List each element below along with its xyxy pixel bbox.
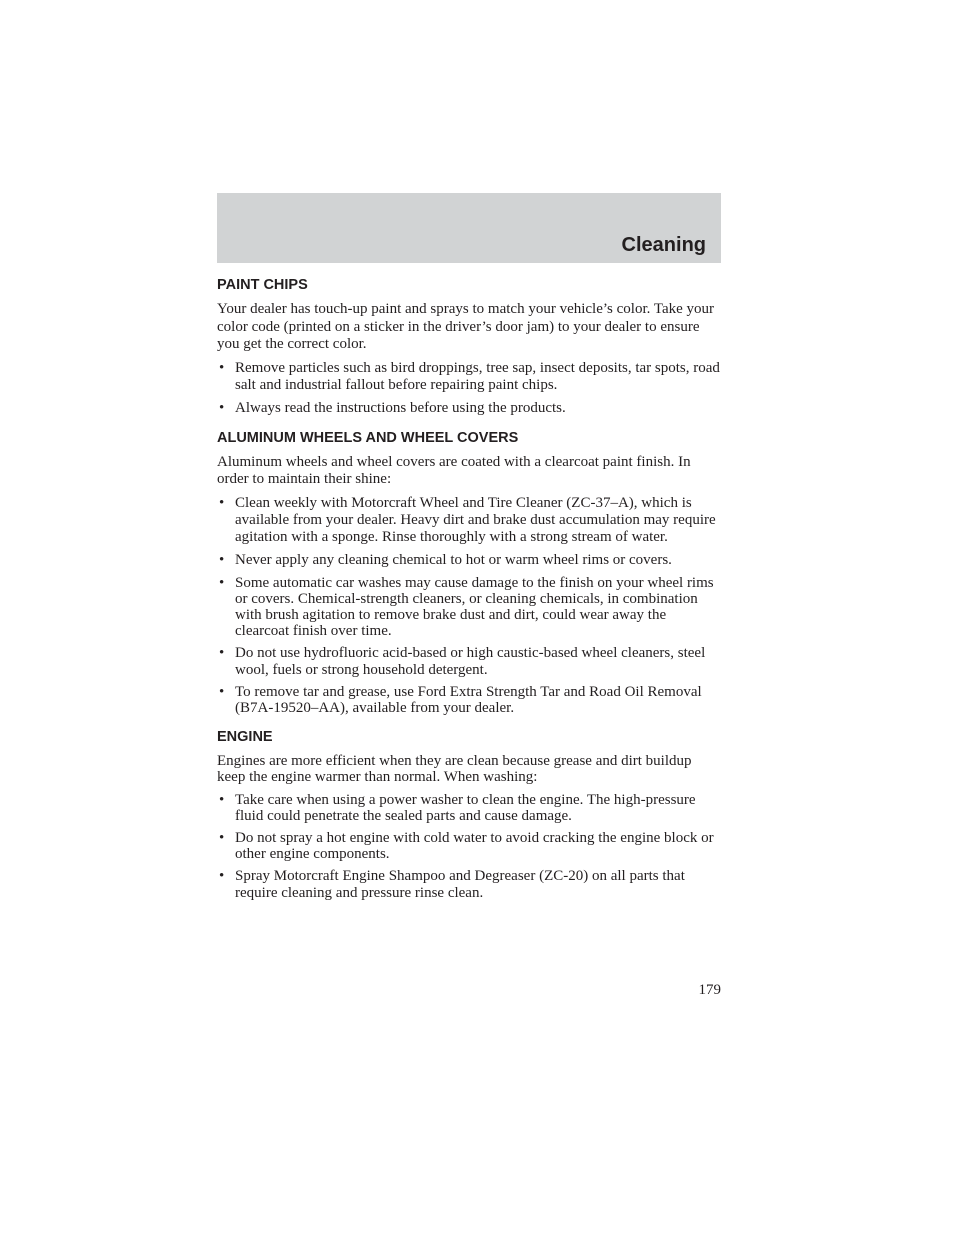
chapter-header-band — [217, 193, 721, 263]
bullet-icon: • — [219, 399, 225, 416]
section-intro: Your dealer has touch-up paint and sprays to match your vehicle’s color. Take your color code (printed on a sticker in the driver’s door jam) to your dealer to ensure you get the correct color. — [217, 301, 715, 352]
section-intro: Aluminum wheels and wheel covers are coated with a clearcoat paint finish. In order to maintain their shine: — [217, 453, 691, 487]
section-engine — [217, 728, 721, 901]
bullet-item — [217, 360, 721, 394]
bullet-text: Always read the instructions before using the products. — [235, 399, 566, 416]
bullet-item — [217, 575, 721, 640]
bullet-item — [217, 645, 721, 677]
bullet-item — [217, 552, 721, 569]
section-intro: Engines are more efficient when they are clean because grease and dirt buildup keep the engine warmer than normal. When washing: — [217, 753, 692, 786]
bullet-item — [217, 495, 721, 546]
section-paint-chips — [217, 276, 721, 417]
bullet-text: Take care when using a power washer to clean the engine. The high-pressure fluid could penetrate the sealed parts and cause damage. — [235, 791, 696, 824]
section-heading: ENGINE — [217, 729, 273, 746]
bullet-icon: • — [219, 551, 225, 568]
bullet-icon: • — [219, 359, 225, 376]
bullet-list — [217, 360, 721, 417]
chapter-title: Cleaning — [621, 234, 706, 256]
bullet-text: Do not use hydrofluoric acid-based or high caustic-based wheel cleaners, steel wool, fuels or strong household detergent. — [235, 645, 706, 678]
bullet-text: Never apply any cleaning chemical to hot or warm wheel rims or covers. — [235, 551, 672, 568]
bullet-text: To remove tar and grease, use Ford Extra Strength Tar and Road Oil Removal (B7A-19520–AA), available from your dealer. — [235, 683, 702, 716]
bullet-icon: • — [219, 868, 225, 885]
bullet-text: Remove particles such as bird droppings, tree sap, insect deposits, tar spots, road salt and industrial fallout before repairing paint chips. — [235, 359, 720, 393]
bullet-icon: • — [219, 494, 225, 511]
section-aluminum-wheels — [217, 429, 721, 717]
page-content — [217, 276, 721, 913]
bullet-list — [217, 792, 721, 901]
bullet-item — [217, 684, 721, 716]
bullet-text: Clean weekly with Motorcraft Wheel and Tire Cleaner (ZC-37–A), which is available from your dealer. Heavy dirt and brake dust accumulation may require agitation with a sponge. Rinse thoroughly with a strong stream of water. — [235, 494, 716, 545]
bullet-item — [217, 868, 721, 900]
bullet-item — [217, 792, 721, 824]
bullet-icon: • — [219, 574, 225, 591]
bullet-text: Spray Motorcraft Engine Shampoo and Degreaser (ZC-20) on all parts that require cleaning and pressure rinse clean. — [235, 868, 685, 901]
bullet-icon: • — [219, 683, 225, 700]
bullet-item — [217, 400, 721, 417]
bullet-icon: • — [219, 829, 225, 846]
section-heading: PAINT CHIPS — [217, 277, 308, 293]
bullet-text: Do not spray a hot engine with cold water to avoid cracking the engine block or other engine components. — [235, 829, 714, 863]
section-heading: ALUMINUM WHEELS AND WHEEL COVERS — [217, 429, 519, 446]
bullet-text: Some automatic car washes may cause damage to the finish on your wheel rims or covers. Chemical-strength cleaners, or cleaning chemicals, in combination with brush agitation to remove brake dust and dirt, could wear away the clearcoat finish over time. — [235, 574, 714, 640]
bullet-list — [217, 495, 721, 717]
page-number: 179 — [698, 982, 721, 998]
bullet-item — [217, 830, 721, 862]
bullet-icon: • — [219, 791, 225, 808]
bullet-icon: • — [219, 645, 225, 662]
